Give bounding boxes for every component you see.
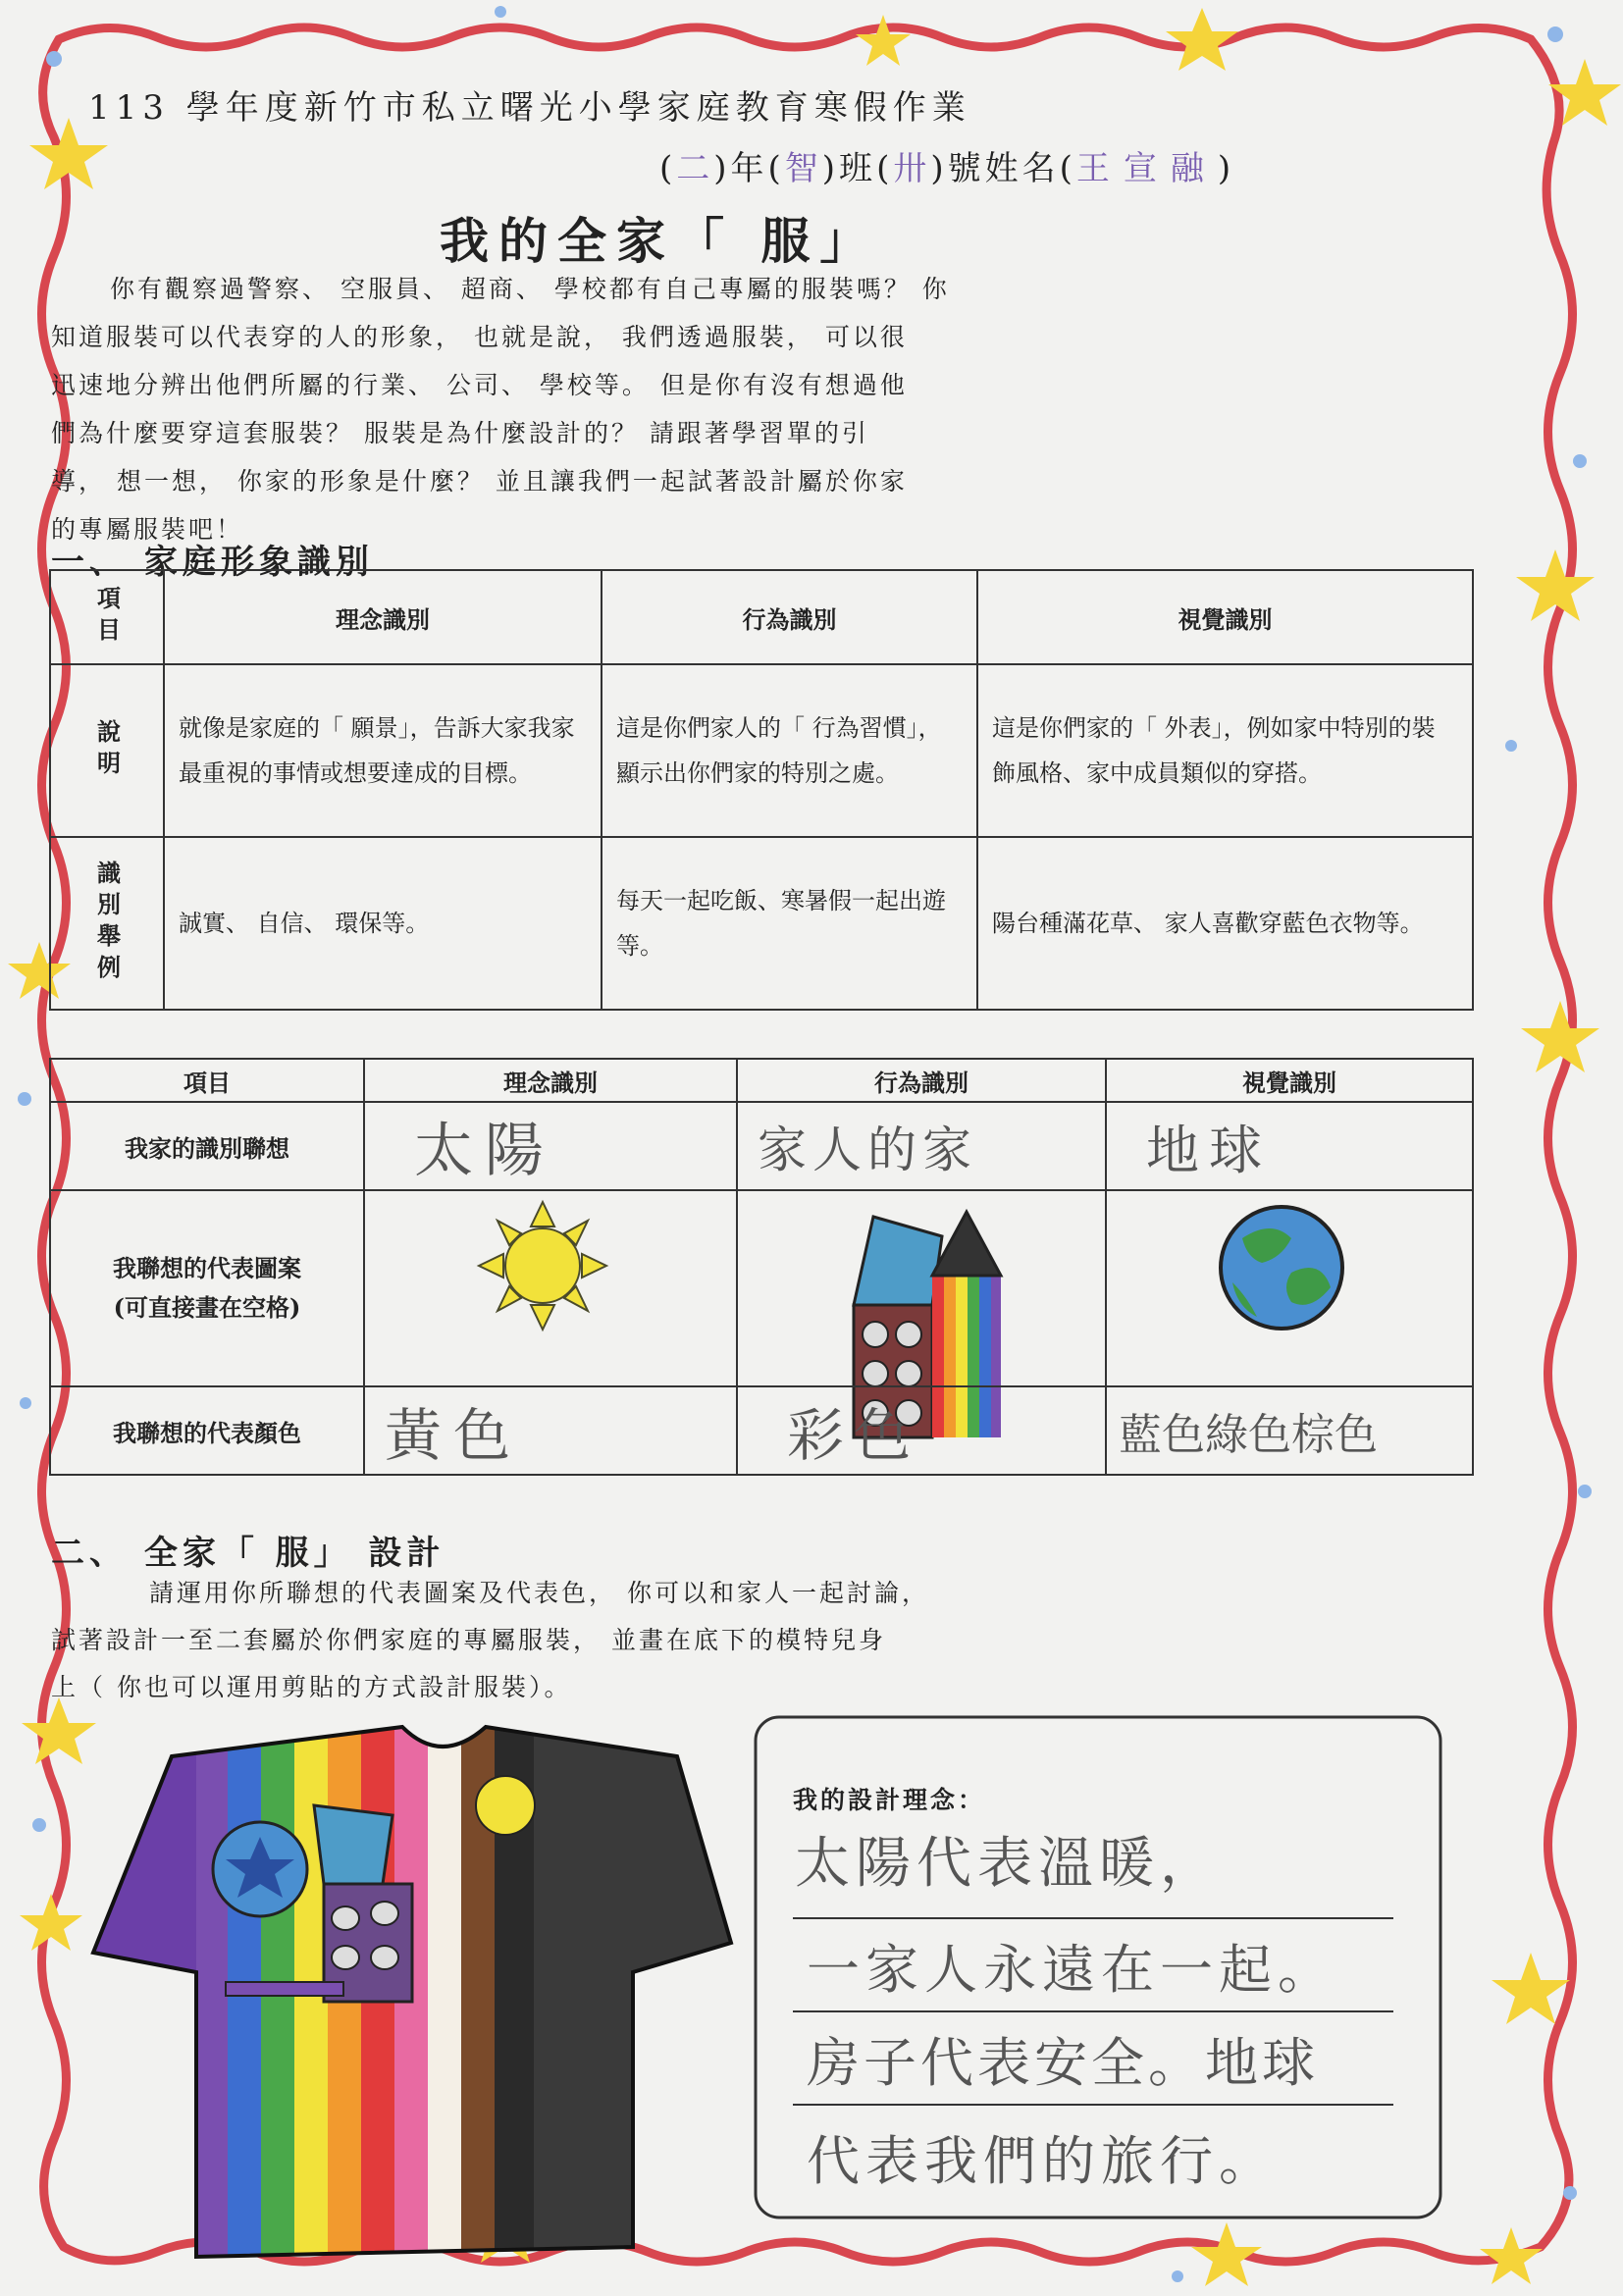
association-concept-answer: 太陽 (364, 1102, 737, 1190)
design-concept-line: 一家人永遠在一起。 (807, 1939, 1336, 2001)
student-info-line: (二)年(智)班(卅)號姓名(王宣融) (659, 149, 1235, 188)
grade-value: 二 (676, 149, 714, 188)
design-concept-line: 太陽代表溫暖， (795, 1832, 1221, 1896)
table2-header-item: 項目 (50, 1059, 364, 1102)
association-behavior-answer: 家人的家 (737, 1102, 1106, 1190)
section2-heading: 二、 全家「 服」 設計 (51, 1534, 445, 1573)
school-year-title: 113 學年度新竹市私立曙光小學家庭教育寒假作業 (88, 88, 971, 128)
color-visual-answer: 藍色綠色棕色 (1106, 1386, 1473, 1475)
intro-line: 的專屬服裝吧！ (51, 515, 244, 544)
color-behavior-answer: 彩色 (737, 1386, 1106, 1475)
table1-header-visual: 視覺識別 (977, 570, 1473, 664)
color-row-label: 我聯想的代表顏色 (50, 1386, 364, 1475)
family-identity-answer-table (49, 1058, 1474, 1476)
star-icon (1492, 1953, 1570, 2024)
table1-header-behavior: 行為識別 (602, 570, 977, 664)
intro-line: 知道服裝可以代表穿的人的形象， 也就是說， 我們透過服裝， 可以很 (51, 323, 908, 351)
instruction-line: 試著設計一至二套屬於你們家庭的專屬服裝， 並畫在底下的模特兒身 (51, 1626, 886, 1654)
seat-number-value: 卅 (893, 149, 931, 188)
intro-line: 導， 想一想， 你家的形象是什麼？ 並且讓我們一起試著設計屬於你家 (51, 467, 908, 496)
table1-header-item: 項目 (50, 570, 164, 664)
section1-heading: 一、 家庭形象識別 (51, 543, 374, 582)
table1-cell: 誠實、 自信、 環保等。 (164, 837, 602, 1010)
page-title: 我的全家「 服」 (440, 212, 879, 270)
star-icon (20, 1894, 82, 1951)
star-icon (856, 15, 911, 66)
table1-cell: 這是你們家的「 外表」，例如家中特別的裝飾風格、家中成員類似的穿搭。 (977, 664, 1473, 837)
table1-header-concept: 理念識別 (164, 570, 602, 664)
star-icon (1480, 2227, 1543, 2284)
pattern-row-label: 我聯想的代表圖案 (可直接畫在空格) (50, 1190, 364, 1386)
association-visual-answer: 地球 (1106, 1102, 1473, 1190)
association-row-label: 我家的識別聯想 (50, 1102, 364, 1190)
pattern-visual-cell (1106, 1190, 1473, 1386)
instruction-line: 上（ 你也可以運用剪貼的方式設計服裝）。 (51, 1673, 572, 1701)
intro-line: 迅速地分辨出他們所屬的行業、 公司、 學校等。 但是你有沒有想過他 (51, 371, 908, 399)
table2-header-visual: 視覺識別 (1106, 1059, 1473, 1102)
student-name-value: 王宣融 (1075, 149, 1218, 188)
instruction-line: 請運用你所聯想的代表圖案及代表色， 你可以和家人一起討論， (149, 1579, 929, 1607)
worksheet-header (88, 80, 971, 129)
pattern-concept-cell (364, 1190, 737, 1386)
table2-header-behavior: 行為識別 (737, 1059, 1106, 1102)
table1-cell: 就像是家庭的「 願景」，告訴大家我家最重視的事情或想要達成的目標。 (164, 664, 602, 837)
color-concept-answer: 黃色 (364, 1386, 737, 1475)
table1-cell: 這是你們家人的「 行為習慣」，顯示出你們家的特別之處。 (602, 664, 977, 837)
identity-explanation-table (49, 569, 1474, 1011)
table1-cell: 每天一起吃飯、寒暑假一起出遊等。 (602, 837, 977, 1010)
star-icon (1521, 1001, 1599, 1072)
table1-row-label: 說明 (50, 664, 164, 837)
pattern-row-note: (可直接畫在空格) (113, 1293, 301, 1322)
intro-line: 們為什麼要穿這套服裝？ 服裝是為什麼設計的？ 請跟著學習單的引 (51, 419, 869, 447)
table2-header-concept: 理念識別 (364, 1059, 737, 1102)
table1-cell: 陽台種滿花草、 家人喜歡穿藍色衣物等。 (977, 837, 1473, 1010)
name-label: 姓名( (984, 149, 1076, 188)
intro-line: 你有觀察過警察、 空服員、 超商、 學校都有自己專屬的服裝嗎？ 你 (110, 275, 950, 303)
class-value: 智 (784, 149, 822, 188)
table1-row-label: 識別舉例 (50, 837, 164, 1010)
tshirt-drawing (59, 1707, 740, 2296)
design-concept-line: 房子代表安全。地球 (807, 2032, 1319, 2094)
pattern-behavior-cell (737, 1190, 1106, 1386)
intro-paragraph (51, 265, 1543, 553)
design-instructions (51, 1570, 1543, 1711)
design-concept-label: 我的設計理念： (793, 1786, 986, 1814)
design-concept-line: 代表我們的旅行。 (807, 2130, 1278, 2192)
